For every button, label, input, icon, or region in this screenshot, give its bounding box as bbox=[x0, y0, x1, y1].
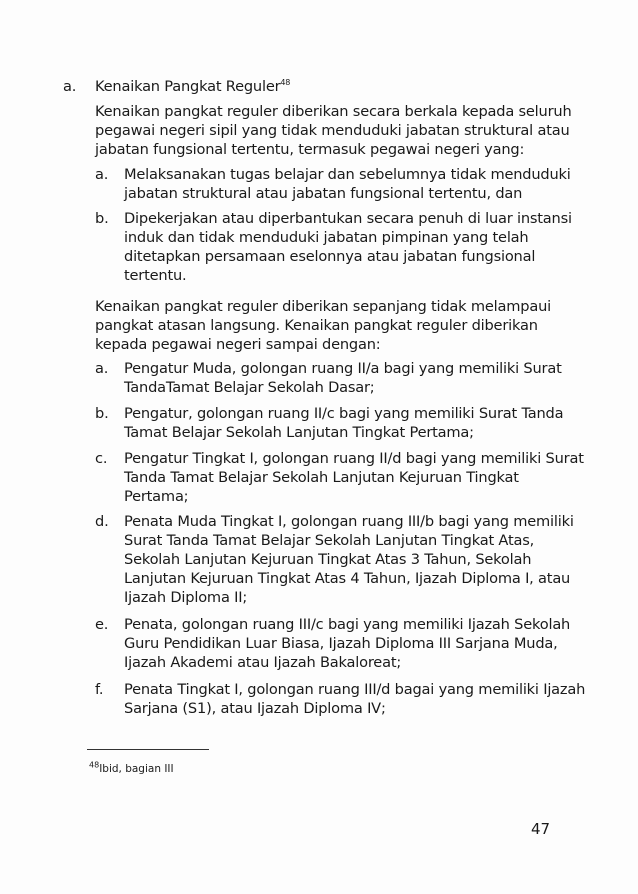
list-item-line: Pengatur Muda, golongan ruang II/a bagi yang memiliki Surat bbox=[124, 360, 562, 377]
list-item-line: Tamat Belajar Sekolah Lanjutan Tingkat Pertama; bbox=[124, 424, 474, 441]
para2-line: Kenaikan pangkat reguler diberikan sepanjang tidak melampaui bbox=[95, 298, 551, 315]
intro-item-line: jabatan struktural atau jabatan fungsional tertentu, dan bbox=[124, 185, 523, 202]
intro-item-label: a. bbox=[95, 166, 109, 183]
list-item-line: Sarjana (S1), atau Ijazah Diploma IV; bbox=[124, 700, 386, 717]
list-item-line: Penata, golongan ruang III/c bagi yang memiliki Ijazah Sekolah bbox=[124, 616, 571, 633]
intro-item-label: b. bbox=[95, 210, 109, 227]
intro-line: Kenaikan pangkat reguler diberikan secara berkala kepada seluruh bbox=[95, 103, 572, 120]
list-item-line: Penata Tingkat I, golongan ruang III/d bagai yang memiliki Ijazah bbox=[124, 681, 586, 698]
list-item-line: Surat Tanda Tamat Belajar Sekolah Lanjutan Tingkat Atas, bbox=[124, 532, 535, 549]
para2-line: pangkat atasan langsung. Kenaikan pangkat reguler diberikan bbox=[95, 317, 538, 334]
list-item-line: Pengatur, golongan ruang II/c bagi yang memiliki Surat Tanda bbox=[124, 405, 564, 422]
intro-item-line: Dipekerjakan atau diperbantukan secara penuh di luar instansi bbox=[124, 210, 572, 227]
list-item-line: Tanda Tamat Belajar Sekolah Lanjutan Kejuruan Tingkat bbox=[124, 469, 519, 486]
list-item-line: Lanjutan Kejuruan Tingkat Atas 4 Tahun, Ijazah Diploma I, atau bbox=[124, 570, 571, 587]
list-item-label: c. bbox=[95, 450, 108, 467]
para2-line: kepada pegawai negeri sampai dengan: bbox=[95, 336, 381, 353]
list-item-line: Ijazah Diploma II; bbox=[124, 589, 248, 606]
list-item-line: Penata Muda Tingkat I, golongan ruang III/b bagi yang memiliki bbox=[124, 513, 574, 530]
footnote-divider bbox=[87, 749, 209, 750]
list-item-label: b. bbox=[95, 405, 109, 422]
list-item-line: TandaTamat Belajar Sekolah Dasar; bbox=[124, 379, 375, 396]
page-number: 47 bbox=[531, 820, 551, 838]
list-item-line: Pertama; bbox=[124, 488, 189, 505]
list-item-label: a. bbox=[95, 360, 109, 377]
section-heading bbox=[95, 77, 290, 96]
list-item-line: Sekolah Lanjutan Kejuruan Tingkat Atas 3 Tahun, Sekolah bbox=[124, 551, 532, 568]
list-item-label: d. bbox=[95, 513, 109, 530]
list-item-line: Ijazah Akademi atau Ijazah Bakaloreat; bbox=[124, 654, 402, 671]
footnote-ref: 48 bbox=[280, 78, 291, 88]
intro-line: pegawai negeri sipil yang tidak menduduki jabatan struktural atau bbox=[95, 122, 570, 139]
list-item-label: e. bbox=[95, 616, 109, 633]
section-heading-text: Kenaikan Pangkat Reguler bbox=[95, 78, 281, 95]
intro-item-line: tertentu. bbox=[124, 267, 187, 284]
intro-line: jabatan fungsional tertentu, termasuk pegawai negeri yang: bbox=[95, 141, 525, 158]
footnote bbox=[89, 760, 174, 775]
list-item-line: Guru Pendidikan Luar Biasa, Ijazah Diploma III Sarjana Muda, bbox=[124, 635, 558, 652]
intro-item-line: ditetapkan persamaan eselonnya atau jabatan fungsional bbox=[124, 248, 536, 265]
footnote-number: 48 bbox=[89, 760, 100, 770]
intro-item-line: Melaksanakan tugas belajar dan sebelumnya tidak menduduki bbox=[124, 166, 571, 183]
intro-item-line: induk dan tidak menduduki jabatan pimpinan yang telah bbox=[124, 229, 529, 246]
list-item-line: Pengatur Tingkat I, golongan ruang II/d bagi yang memiliki Surat bbox=[124, 450, 584, 467]
footnote-text: Ibid, bagian III bbox=[99, 763, 174, 775]
list-item-label: f. bbox=[95, 681, 104, 698]
section-label: a. bbox=[63, 78, 77, 95]
